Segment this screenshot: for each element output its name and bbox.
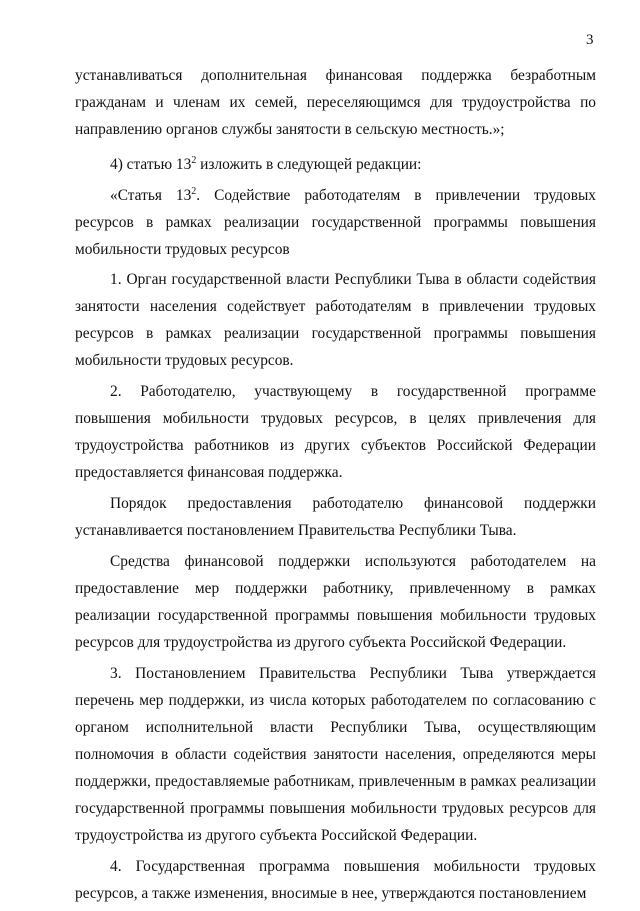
paragraph-procedure: Порядок предоставления работодателю финансовой поддержки устанавливается постановлением Правительства Республики Тыва. bbox=[75, 495, 596, 539]
paragraph-amendment-intro bbox=[75, 151, 596, 178]
paragraph-clause-1: 1. Орган государственной власти Республики Тыва в области содействия занятости населения содействует работодателям в привлечении трудовых ресурсов в рамках реализации государственной программы повышения мобильности трудовых ресурсов. bbox=[75, 271, 596, 369]
amendment-intro-tail: изложить в следующей редакции: bbox=[196, 156, 422, 173]
article-heading-text: «Статья 13 bbox=[110, 187, 192, 204]
article-heading-title: . Содействие работодателям в привлечении трудовых ресурсов в рамках реализации государственной программы повышения мобильности трудовых ресурсов bbox=[75, 187, 597, 258]
amendment-intro-text: 4) статью 13 bbox=[110, 156, 192, 173]
paragraph-clause-3: 3. Постановлением Правительства Республики Тыва утверждается перечень мер поддержки, из числа которых работодателем по согласованию с органом исполнительной власти Республики Тыва, осуществляющим полномочия в области содействия занятости населения, определяются меры поддержки, предоставляемые работникам, привлеченным в рамках реализации государственной программы повышения мобильности трудовых ресурсов для трудоустройства из другого субъекта Российской Федерации. bbox=[75, 665, 596, 844]
superscript-marker: 2 bbox=[191, 154, 197, 166]
paragraph-clause-2: 2. Работодателю, участвующему в государственной программе повышения мобильности трудовых ресурсов, в целях привлечения для трудоустройства работников из других субъектов Российской Федерации предоставляется финансовая поддержка. bbox=[75, 383, 596, 481]
article-heading bbox=[75, 182, 596, 263]
page-number: 3 bbox=[586, 32, 594, 48]
paragraph-funds: Средства финансовой поддержки используются работодателем на предоставление мер поддержки работнику, привлеченному в рамках реализации государственной программы повышения мобильности трудовых ресурсов для трудоустройства из другого субъекта Российской Федерации. bbox=[75, 553, 596, 651]
superscript-marker: 2 bbox=[191, 185, 197, 197]
document-body bbox=[75, 62, 596, 911]
paragraph-clause-4: 4. Государственная программа повышения мобильности трудовых ресурсов, а также изменения, вносимые в нее, утверждаются постановлением bbox=[75, 858, 596, 902]
paragraph-continuation: устанавливаться дополнительная финансовая поддержка безработным гражданам и членам их семей, переселяющимся для трудоустройства по направлению органов службы занятости в сельскую местность.»; bbox=[75, 67, 596, 138]
